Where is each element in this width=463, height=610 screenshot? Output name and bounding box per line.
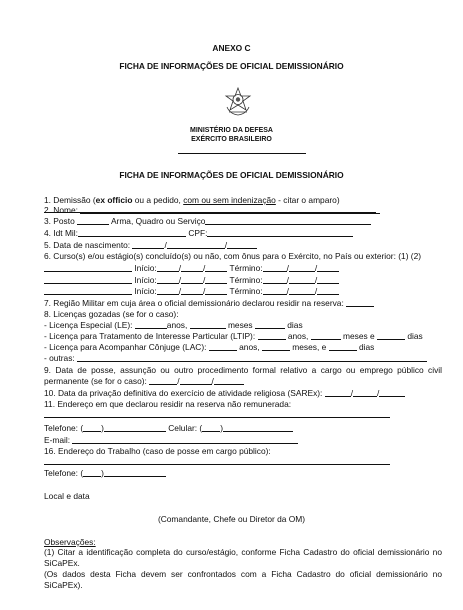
slash: / <box>314 263 318 273</box>
start-label: Início: <box>134 286 157 296</box>
start-month[interactable] <box>178 275 206 285</box>
end-label: Término: <box>229 263 263 273</box>
end-label: Término: <box>229 286 263 296</box>
phone-label: Telefone: ( <box>44 423 84 433</box>
item-7 <box>44 298 374 308</box>
item-8: 8. Licenças gozadas (se for o caso): <box>44 309 179 319</box>
lac-label: - Licença para Acompanhar Cônjuge (LAC): <box>44 342 207 352</box>
slash: / <box>286 275 289 285</box>
page-title: FICHA DE INFORMAÇÕES DE OFICIAL DEMISSIONÁRIO <box>119 61 344 71</box>
phone-label: Telefone: ( <box>44 468 84 478</box>
end-year[interactable] <box>314 263 339 273</box>
dias-label: dias <box>358 342 375 352</box>
email-row <box>44 435 298 445</box>
slash: / <box>203 275 206 285</box>
birth-month-field[interactable] <box>167 240 228 250</box>
start-day[interactable] <box>157 286 182 296</box>
branch-field[interactable] <box>205 216 371 225</box>
slash: / <box>203 286 206 296</box>
paren: ) <box>101 468 104 478</box>
item-16: 16. Endereço do Trabalho (caso de posse em cargo público): <box>44 446 271 456</box>
start-year[interactable] <box>205 286 227 295</box>
slash: / <box>350 388 354 398</box>
slash: / <box>211 375 214 386</box>
item-1 <box>44 195 340 205</box>
end-year[interactable] <box>314 286 339 296</box>
cell-ddd[interactable] <box>202 423 220 432</box>
posse-month[interactable] <box>180 376 212 385</box>
le-row <box>44 320 303 330</box>
work-phone-ddd[interactable] <box>83 468 101 477</box>
item-1-text: 1. Demissão ( <box>44 195 96 205</box>
work-address-line[interactable] <box>44 464 390 465</box>
sarex-year[interactable] <box>379 388 405 397</box>
anos-label: anos, <box>287 331 309 341</box>
cell-field[interactable] <box>223 423 293 432</box>
anos-label: anos, <box>239 342 260 352</box>
course-field[interactable] <box>44 263 132 272</box>
slash: / <box>314 275 318 285</box>
idt-field[interactable] <box>78 228 186 237</box>
work-phone-row <box>44 468 166 478</box>
item-1-text: ou a pedido, <box>132 195 184 205</box>
phone-field[interactable] <box>104 423 166 432</box>
obs-2: (Os dados desta Ficha devem ser confrontados com a Ficha Cadastro do oficial demissionário no SiCaPEx). <box>44 569 442 590</box>
start-day[interactable] <box>157 275 182 285</box>
form-title: FICHA DE INFORMAÇÕES DE OFICIAL DEMISSIONÁRIO <box>119 170 344 180</box>
start-year[interactable] <box>205 263 227 272</box>
end-month[interactable] <box>286 263 318 273</box>
sarex-month[interactable] <box>350 388 380 398</box>
birth-day-field[interactable] <box>132 240 167 250</box>
cell-label: Celular: ( <box>168 423 203 433</box>
anos-label: anos, <box>166 320 188 330</box>
item-4 <box>44 228 353 238</box>
birth-label: 5. Data de nascimento: <box>44 240 131 250</box>
slash: / <box>377 388 380 398</box>
sarex-day[interactable] <box>325 388 354 398</box>
dias-label: dias <box>287 320 303 330</box>
obs-title: Observações: <box>44 537 96 547</box>
meses-label: meses e <box>343 331 375 341</box>
region-label: 7. Região Militar em cuja área o oficial demissionário declarou residir na reserva: <box>44 298 344 308</box>
item-9-text: 9. Data de posse, assunção ou outro procedimento formal relativo a cargo ou emprego público civil permanente (se for o caso): <box>44 365 442 386</box>
le-years[interactable] <box>135 320 167 329</box>
address-line[interactable] <box>44 417 390 418</box>
ltip-label: - Licença para Tratamento de Interesse Particular (LTIP): <box>44 331 256 341</box>
end-month[interactable] <box>286 275 318 285</box>
outras-label: - outras: <box>44 353 75 363</box>
idt-label: 4. Idt Mil: <box>44 228 78 238</box>
start-label: Início: <box>134 275 157 285</box>
start-month[interactable] <box>178 263 206 273</box>
slash: / <box>286 286 289 296</box>
posse-year[interactable] <box>211 375 244 386</box>
start-day[interactable] <box>157 263 182 273</box>
slash: / <box>164 240 167 250</box>
item-10-text: 10. Data da privação definitiva do exercício de atividade religiosa (SAREx): <box>44 388 323 398</box>
item-1-text: - citar o amparo) <box>275 195 340 205</box>
rank-label: 3. Posto <box>44 216 75 226</box>
local-date: Local e data <box>44 491 90 501</box>
cpf-field[interactable] <box>207 228 353 237</box>
om-line <box>178 153 306 154</box>
item-3 <box>44 216 371 226</box>
email-field[interactable] <box>72 435 298 444</box>
signature-label: (Comandante, Chefe ou Diretor da OM) <box>157 514 306 524</box>
item-1-ex-officio: ex officio <box>95 195 133 205</box>
ltip-months[interactable] <box>311 331 341 340</box>
end-day[interactable] <box>263 263 287 272</box>
outras-row <box>44 353 427 363</box>
paren: ) <box>101 423 104 433</box>
item-1-indenizacao: com ou sem indenização <box>183 195 276 205</box>
phone-ddd[interactable] <box>83 423 101 432</box>
slash: / <box>178 263 182 273</box>
email-label: E-mail: <box>44 435 71 445</box>
paren: ) <box>220 423 224 433</box>
course-row-2 <box>44 275 339 285</box>
start-year[interactable] <box>205 275 227 284</box>
army-label: EXÉRCITO BRASILEIRO <box>191 136 272 143</box>
meses-label: meses <box>227 320 253 330</box>
name-label: 2. Nome: <box>44 205 78 215</box>
ministry-label: MINISTÉRIO DA DEFESA <box>190 127 273 134</box>
slash: / <box>203 263 206 273</box>
name-field[interactable] <box>80 205 380 214</box>
branch-label: Arma, Quadro ou Serviço <box>110 216 206 226</box>
slash: / <box>177 375 180 386</box>
lac-days[interactable] <box>329 342 357 351</box>
annex-label: ANEXO C <box>212 43 251 53</box>
birth-year-field[interactable] <box>224 240 257 250</box>
slash: / <box>178 286 182 296</box>
start-month[interactable] <box>178 286 206 296</box>
item-6: 6. Curso(s) e/ou estágio(s) concluído(s) ou não, com ônus para o Exército, no País ou exterior: (1) (2) <box>44 251 422 261</box>
item-9 <box>44 365 442 386</box>
ltip-row <box>44 331 423 341</box>
le-months[interactable] <box>190 320 226 329</box>
le-days[interactable] <box>255 320 285 329</box>
outras-field[interactable] <box>77 353 427 362</box>
end-day[interactable] <box>263 275 287 284</box>
region-field[interactable] <box>346 298 374 307</box>
lac-months[interactable] <box>262 342 290 351</box>
end-month[interactable] <box>286 286 318 296</box>
rank-field[interactable] <box>77 216 109 225</box>
meses-label: meses, e <box>292 342 327 352</box>
course-row-3 <box>44 286 339 296</box>
ltip-days[interactable] <box>377 331 405 340</box>
coat-of-arms-icon <box>224 87 252 117</box>
item-5 <box>44 240 257 250</box>
ltip-years[interactable] <box>258 331 286 340</box>
le-label: - Licença Especial (LE): <box>44 320 133 330</box>
slash: / <box>178 275 182 285</box>
slash: / <box>314 286 318 296</box>
item-2 <box>44 205 380 215</box>
obs-1: (1) Citar a identificação completa do curso/estágio, conforme Ficha Cadastro do oficial demissionário no SiCaPEx. <box>44 547 442 568</box>
item-10 <box>44 388 405 398</box>
lac-years[interactable] <box>209 342 237 351</box>
work-phone-field[interactable] <box>104 468 166 477</box>
dias-label: dias <box>407 331 423 341</box>
end-day[interactable] <box>263 286 287 295</box>
end-label: Término: <box>229 275 263 285</box>
course-field[interactable] <box>44 286 132 295</box>
slash: / <box>286 263 289 273</box>
phone-row <box>44 423 293 433</box>
item-11: 11. Endereço em que declarou residir na reserva não remunerada: <box>44 399 292 409</box>
posse-day[interactable] <box>149 375 180 386</box>
end-year[interactable] <box>314 275 339 285</box>
lac-row <box>44 342 374 352</box>
cpf-label: CPF: <box>188 228 208 238</box>
slash: / <box>224 240 228 250</box>
start-label: Início: <box>134 263 157 273</box>
course-field[interactable] <box>44 275 132 284</box>
course-row-1 <box>44 263 339 273</box>
